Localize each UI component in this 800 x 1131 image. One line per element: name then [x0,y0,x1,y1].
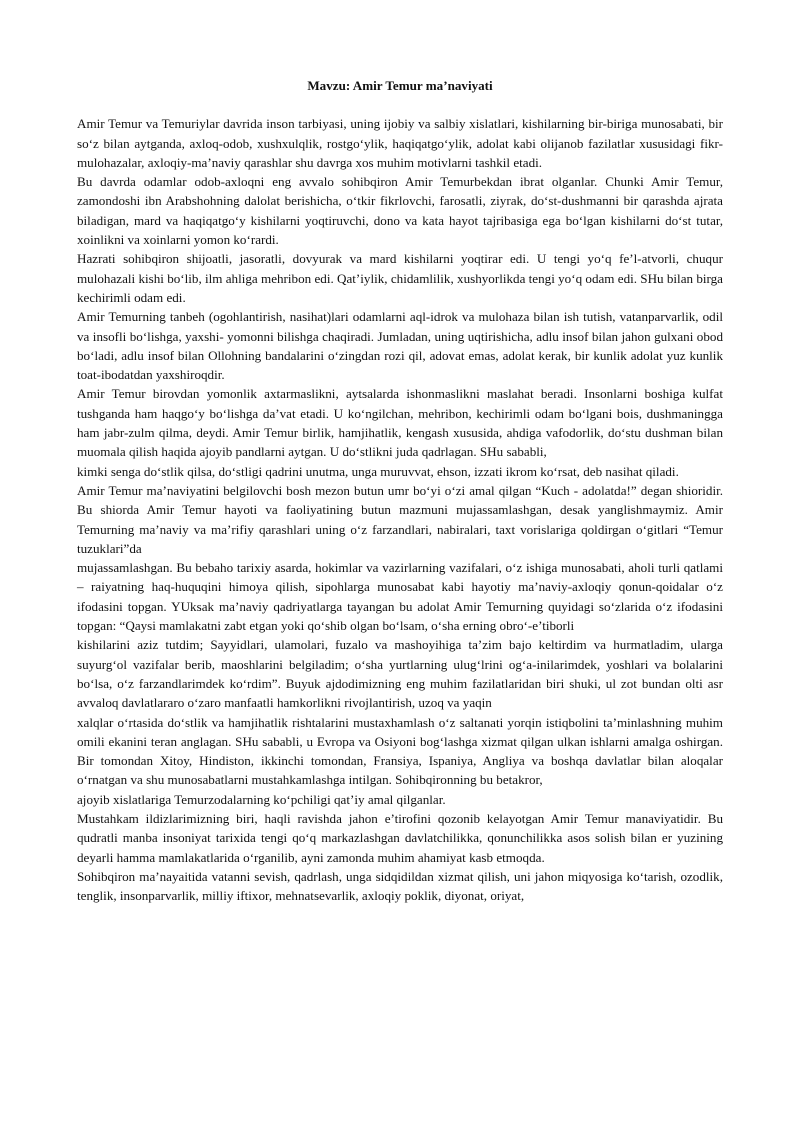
paragraph: Hazrati sohibqiron shijoatli, jasoratli, dovyurak va mard kishilarni yoqtirar edi. U tengi yo‘q fe’l-atvorli, chuqur mulohazali kishi bo‘lib, ilm ahliga mehribon edi. Qat’iylik, chidamlilik, xushyorlikda tengi yo‘q odam edi. SHu bilan birga kechirimli odam edi. [77,251,723,305]
document-body [77,76,723,905]
paragraph: Amir Temurning tanbeh (ogohlantirish, nasihat)lari odamlarni aql-idrok va mulohaza bilan ish tutish, vatanparvarlik, odil va insofli bo‘lishga, yaxshi- yomonni bilishga chaqiradi. Jumladan, uning uqtirishicha, adlu insof bilan jahon gulxani obod bo‘ladi, adlu insof bilan Ollohning bandalarini o‘zingdan rozi qil, adovat emas, adolat kerak, bir kunlik adolat yuz kunlik toat-ibodatdan yaxshiroqdir. [77,309,723,383]
paragraph: ajoyib xislatlariga Temurzodalarning ko‘pchiligi qat’iy amal qilganlar. [77,791,446,807]
paragraph: Amir Temur ma’naviyatini belgilovchi bosh mezon butun umr bo‘yi o‘zi amal qilgan “Kuch - adolatda!” degan shioridir. Bu shiorda Amir Temur hayoti va faoliyatining butun mazmuni mujassamlashgan, desak yanglishmaymiz. Amir Temurning ma’naviy va ma’rifiy qarashlari uning o‘z farzandlari, nabiralari, taxt vorislariga qoldirgan o‘gitlari “Temur tuzuklari”da [77,482,723,556]
paragraph: Amir Temur birovdan yomonlik axtarmaslikni, aytsalarda ishonmaslikni maslahat beradi. Insonlarni boshiga kulfat tushganda ham haqgo‘y bo‘lishga da’vat etadi. U ko‘ngilchan, mehribon, kechirimli odam bo‘lgani bois, dushmaningga ham jabr-zulm qilma, deydi. Amir Temur birlik, hamjihatlik, kengash xususida, ahdiga vafodorlik, do‘stu dushman bilan muomala qilish haqida ajoyib pandlarni aytgan. U do‘stlikni juda qadrlagan. SHu sababli, [77,386,723,460]
paragraph: xalqlar o‘rtasida do‘stlik va hamjihatlik rishtalarini mustaxhamlash o‘z saltanati yorqin istiqbolini ta’minlashning muhim omili ekanini teran anglagan. SHu sababli, u Evropa va Osiyoni bog‘lashga xizmat qilgan ulkan ishlarni amalga oshirgan. Bir tomondan Xitoy, Hindiston, ikkinchi tomondan, Fransiya, Ispaniya, Angliya va boshqa davlatlar bilan aloqalar o‘rnatgan va shu munosabatlarni mustahkamlashga intilgan. Sohibqironning bu betakror, [77,714,723,788]
paragraph: Bu davrda odamlar odob-axloqni eng avvalo sohibqiron Amir Temurbekdan ibrat olganlar. Chunki Amir Temur, zamondoshi ibn Arabshohning dalolat berishicha, o‘tkir fikrlovchi, farosatli, ziyrak, do‘st-dushmanni bir qarashda ajrata biladigan, mard va haqiqatgo‘y kishilarni yoqtiruvchi, dono va kata hayot tajribasiga ega bo‘lgan kishilarni do‘st tutar, xoinlikni va xoinlarni yomon ko‘rardi. [77,174,723,248]
paragraph: kimki senga do‘stlik qilsa, do‘stligi qadrini unutma, unga muruvvat, ehson, izzati ikrom ko‘rsat, deb nasihat qiladi. [77,463,679,479]
paragraph: Mustahkam ildizlarimizning biri, haqli ravishda jahon e’tirofini qozonib kelayotgan Amir Temur manaviyatidir. Bu qudratli manba insoniyat tarixida tengi qo‘q markazlashgan davlatchilikka, qonunchilikka asos solish bilan er yuzining deyarli hamma mamlakatlarida o‘rganilib, ayni zamonda muhim ahamiyat kasb etmoqda. [77,810,723,865]
paragraph: Amir Temur va Temuriylar davrida inson tarbiyasi, uning ijobiy va salbiy xislatlari, kishilarning bir-biriga munosabati, bir so‘z bilan aytganda, axloq-odob, xushxulqlik, rostgo‘ylik, haqiqatgo‘ylik, adolat kabi olijanob fazilatlar xususidagi fikr-mulohazalar, axloqiy-ma’naviy qarashlar shu davrga xos muhim motivlarni tashkil etadi. [77,116,723,170]
document-title: Mavzu: Amir Temur ma’naviyati [307,78,493,93]
paragraph: mujassamlashgan. Bu bebaho tarixiy asarda, hokimlar va vazirlarning vazifalari, o‘z ishiga munosabati, aholi turli qatlami – raiyatning haq-huquqini himoya qilish, sipohlarga munosabat kabi hayotiy ma’naviy-axloqiy qonun-qoidalar o‘z ifodasini topgan. YUksak ma’naviy qadriyatlarga tayangan bu adolat Amir Temurning quyidagi so‘zlarida o‘z ifodasini topgan: “Qaysi mamlakatni zabt etgan yoki qo‘shib olgan bo‘lsam, o‘sha erning obro‘-e’tiborli [77,560,723,634]
paragraph: Sohibqiron ma’nayaitida vatanni sevish, qadrlash, unga sidqidildan xizmat qilish, uni jahon miqyosiga ko‘tarish, ozodlik, tenglik, insonparvarlik, milliy iftixor, mehnatsevarlik, axloqiy poklik, diyonat, oriyat, [77,868,723,904]
paragraph: kishilarini aziz tutdim; Sayyidlari, ulamolari, fuzalo va mashoyihiga ta’zim bajo keltirdim va hurmatladim, ularga suyurg‘ol vazifalar berib, maoshlarini belgiladim; o‘sha yurtlarning ulug‘lrini og‘a-inilarimdek, yoshlari va bolalarini bo‘lsa, o‘z farzandlarimdek ko‘rdim”. Buyuk ajdodimizning eng muhim fazilatlaridan biri shuki, ul zot bundan olti asr avvaloq davlatlararo o‘zaro manfaatli hamkorlikni rivojlantirish, uzoq va yaqin [77,637,723,711]
